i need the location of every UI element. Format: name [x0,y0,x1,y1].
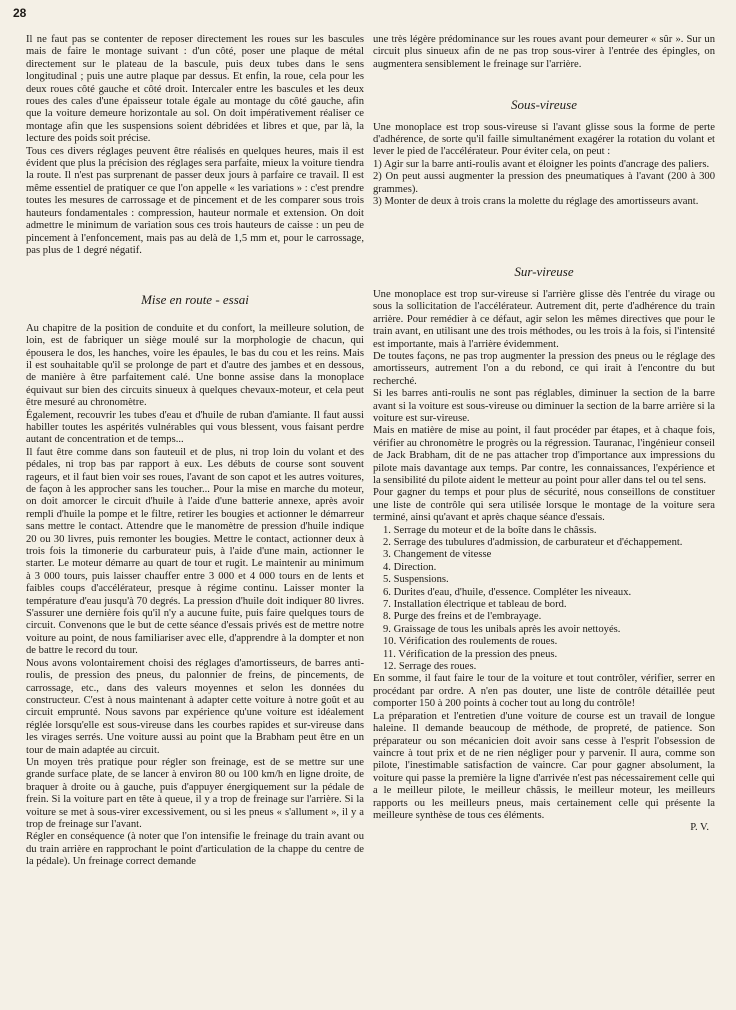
left-column [26,34,364,869]
checklist-item: 8. Purge des freins et de l'embrayage. [383,611,542,623]
checklist-item: 11. Vérification de la pression des pneus. [383,648,558,660]
paragraph: En somme, il faut faire le tour de la voiture et tout contrôler, vérifier, serrer en procédant par ordre. A n'en pas douter, une liste de contrôle détaillée peut comporter 150 à 200 points à cocher tout au long du contrôle! [373,673,715,710]
paragraph: Également, recouvrir les tubes d'eau et d'huile de ruban d'amiante. Il faut aussi habiller toutes les aspérités vulnérables qui vous blessent, vous faisant perdre autant de concentration et de temps... [26,409,364,446]
paragraph: 2) On peut aussi augmenter la pression des pneumatiques à l'avant (200 à 300 grammes). [373,171,715,195]
paragraph: La préparation et l'entretien d'une voiture de course est un travail de longue haleine. Il demande beaucoup de méthode, de propreté, de patience. Son préparateur ou son mécanicien doit avoir sans cesse à l'esprit l'obsession de vaincre à tout prix et de ne rien négliger pour y parvenir. Il aura, comme son pilote, l'inestimable satisfaction de vaincre. Car pour gagner absolument, la voiture qui passe la première la ligne d'arrivée n'est pas nécessairement celle qui a le meilleur pilote, le meilleur châssis, le meilleur moteur, les meilleurs rapports ou les meilleurs pneus, mais certainement celle qui présente la meilleure synthèse de tous ces éléments. [373,710,715,821]
paragraph: 1) Agir sur la barre anti-roulis avant et éloigner les points d'ancrage des paliers. [373,158,710,170]
checklist-item: 1. Serrage du moteur et de la boîte dans le châssis. [383,524,597,536]
checklist-item: 9. Graissage de tous les unibals après les avoir nettoyés. [383,623,621,635]
paragraph: Un moyen très pratique pour régler son freinage, est de se mettre sur une grande surface plate, de se lancer à environ 80 ou 100 km/h en ligne droite, de braquer à droite ou à gauche, puis d'appuyer énergiquement sur la pédale de frein. Si la voiture part en tête à queue, il y a trop de freinage sur l'arrière. Si la voiture se met à sous-virer excessivement, ou si les pneus « s'allument », il y a trop de freinage sur l'avant. [26,756,364,830]
section-heading-sur-vireuse: Sur-vireuse [514,264,574,280]
paragraph: Une monoplace est trop sous-vireuse si l'avant glisse sous la forme de perte d'adhérence, de sorte qu'il faille simultanément exagérer la rotation du volant et lever le pied de l'accélérateur. Pour éviter cela, on peut : [373,121,715,158]
paragraph: Il ne faut pas se contenter de reposer directement les roues sur les bascules mais de faire le montage suivant : d'un côté, poser une plaque de métal directement sur le plateau de la bascule, puis deux tubes dans le sens longitudinal ; puis une autre plaque par dessus. Et enfin, la roue, cela pour les deux roues côté gauche et côté droit. Intercaler entre les bascules et les deux roues des cales d'une épaisseur totale égale au montage du côté gauche, afin que la voiture demeure horizontale au sol. On doit impérativement réaliser ce montage afin que les suspensions soient débridées et libres et que, par là, la lecture des poids soit précise. [26,34,364,145]
checklist-item: 4. Direction. [383,561,437,573]
paragraph: Régler en conséquence (à noter que l'on intensifie le freinage du train avant ou du train arrière en rapprochant le point d'articulation de la chappe du centre de la pédale). Un freinage correct demande [26,831,364,868]
paragraph: Pour gagner du temps et pour plus de sécurité, nous conseillons de constituer une liste de contrôle qui sera utilisée lorsque le montage de la voiture sera terminé, ainsi qu'avant et après chaque séance d'essais. [373,487,715,524]
checklist-item: 6. Durites d'eau, d'huile, d'essence. Compléter les niveaux. [383,586,632,598]
checklist [373,525,715,674]
paragraph: 3) Monter de deux à trois crans la molette du réglage des amortisseurs avant. [373,196,699,208]
section-heading-mise-en-route: Mise en route - essai [141,292,249,308]
paragraph: De toutes façons, ne pas trop augmenter la pression des pneus ou le réglage des amortisseurs, autrement l'on a du rebond, ce qui irait à l'encontre du but recherché. [373,350,715,387]
paragraph: Tous ces divers réglages peuvent être réalisés en quelques heures, mais il est évident que plus la précision des réglages sera parfaite, mieux la voiture tiendra la route. Il n'est pas surprenant de passer deux jours à parfaire ce travail. Il est même essentiel de pratiquer ce que l'on appelle « les variations » : c'est prendre toutes les mesures de carrossage et de pincement et de les comparer sous trois hauteurs fondamentales : compression, hauteur normale et extension. On doit admettre le minimum de variation sous ces trois hauteurs de caisse : un peu de pincement à l'enfoncement, mais pas au delà de 1,5 mm et, pour le carrossage, pas plus de 1 degré négatif. [26,145,364,256]
checklist-item: 3. Changement de vitesse [383,549,492,561]
paragraph: Il faut être comme dans son fauteuil et de plus, ni trop loin du volant et des pédales, ni trop bas par rapport à eux. Les débuts de course sont souvent rageurs, et il faut bien voir ses roues, l'avant de son capot et les autres voitures, de façon à les approcher sans les toucher... Pour la mise en marche du moteur, on doit amorcer le circuit d'huile à l'aide d'une batterie annexe, après avoir rempli d'huile la pompe et le filtre, retirer les bougies et actionner le démarreur sans mettre le contact. Attendre que le manomètre de pression d'huile indique 20 ou 30 livres, puis remonter les bougies. Mettre le contact, actionner deux à trois fois la timonerie du carburateur puis, à l'aide d'une main, actionner le starter. Le moteur démarre au quart de tour et rugit. Le maintenir au minimum à 3 000 tours, puis laisser chauffer entre 3 000 et 4 000 tours en de lents et faibles coups d'accélérateur, presque à régime continu. Laisser monter la température d'eau jusqu'à 70 degrés. La pression d'huile doit indiquer 80 livres. S'assurer une dernière fois qu'il n'y a aucune fuite, puis faire quelques tours de circuit. Convenons que le but de cette séance d'essais privés est de mettre notre voiture au point, de nous familiariser avec elle, d'apprendre à la dompter et non de battre le record du tour. [26,446,364,657]
paragraph: Une monoplace est trop sur-vireuse si l'arrière glisse dès l'entrée du virage ou sous la sollicitation de l'accélérateur. Autrement dit, perte d'adhérence du train arrière. Pour remédier à ce défaut, agir selon les mêmes directives que pour le train avant, en utilisant une des trois méthodes, ou les trois à la fois, si l'intensité est importante, mais à l'arrière évidemment. [373,288,715,350]
checklist-item: 5. Suspensions. [383,574,449,586]
paragraph: Mais en matière de mise au point, il faut procéder par étapes, et à chaque fois, vérifier au chronomètre le progrès ou la régression. Tauranac, l'ingénieur conseil de Jack Brabham, dit de ne pas attacher trop d'importance aux impressions du pilote mais davantage aux temps. Par contre, les connaissances, l'expérience et la sensibilité du pilote aident le metteur au point pour aller dans tel ou tel sens. [373,425,715,486]
right-column [373,34,715,835]
author-signature: P. V. [690,822,709,834]
checklist-item: 10. Vérification des roulements de roues. [383,636,558,648]
paragraph: Nous avons volontairement choisi des réglages d'amortisseurs, de barres anti-roulis, de pression des pneus, du palonnier de freins, de pincements, de carrossage, etc., dans des valeurs moyennes et selon les données du constructeur. C'est à nous maintenant à adapter cette voiture à notre goût et au circuit emprunté. Nous savons par expérience qu'une voiture est idéalement réglée lorsqu'elle est sous-vireuse dans les courbes rapides et sur-vireuse dans les virages serrés. Une voiture aussi au point que la Brabham peut être en un tour de main adaptée au circuit. [26,657,364,756]
section-heading-sous-vireuse: Sous-vireuse [511,97,577,113]
page-number: 28 [13,6,27,20]
checklist-item: 7. Installation électrique et tableau de bord. [383,599,567,611]
paragraph: une très légère prédominance sur les roues avant pour demeurer « sûr ». Sur un circuit plus sinueux afin de ne pas trop sous-virer à l'entrée des épingles, on augmentera sensiblement le freinage sur l'arrière. [373,34,715,70]
checklist-item: 2. Serrage des tubulures d'admission, de carburateur et d'échappement. [383,537,683,548]
paragraph: Si les barres anti-roulis ne sont pas réglables, diminuer la section de la barre avant si la voiture est sous-vireuse ou diminuer la section de la barre arrière si la voiture est sur-vireuse. [373,388,715,424]
paragraph: Au chapitre de la position de conduite et du confort, la meilleure solution, de loin, est de fabriquer un siège moulé sur la morphologie de chacun, qui épousera le dos, les hanches, voire les épaules, le bas du cou et les reins. Mais il est souhaitable qu'il se prolonge de part et d'autre des jambes et en dessous, de manière à être parfaitement calé. Une bonne assise dans la monoplace équivaut sur bien des circuits sinueux à quelques chevaux-moteur, et cela peut être mesuré au chronomètre. [26,322,364,409]
checklist-item: 12. Serrage des roues. [383,661,477,673]
